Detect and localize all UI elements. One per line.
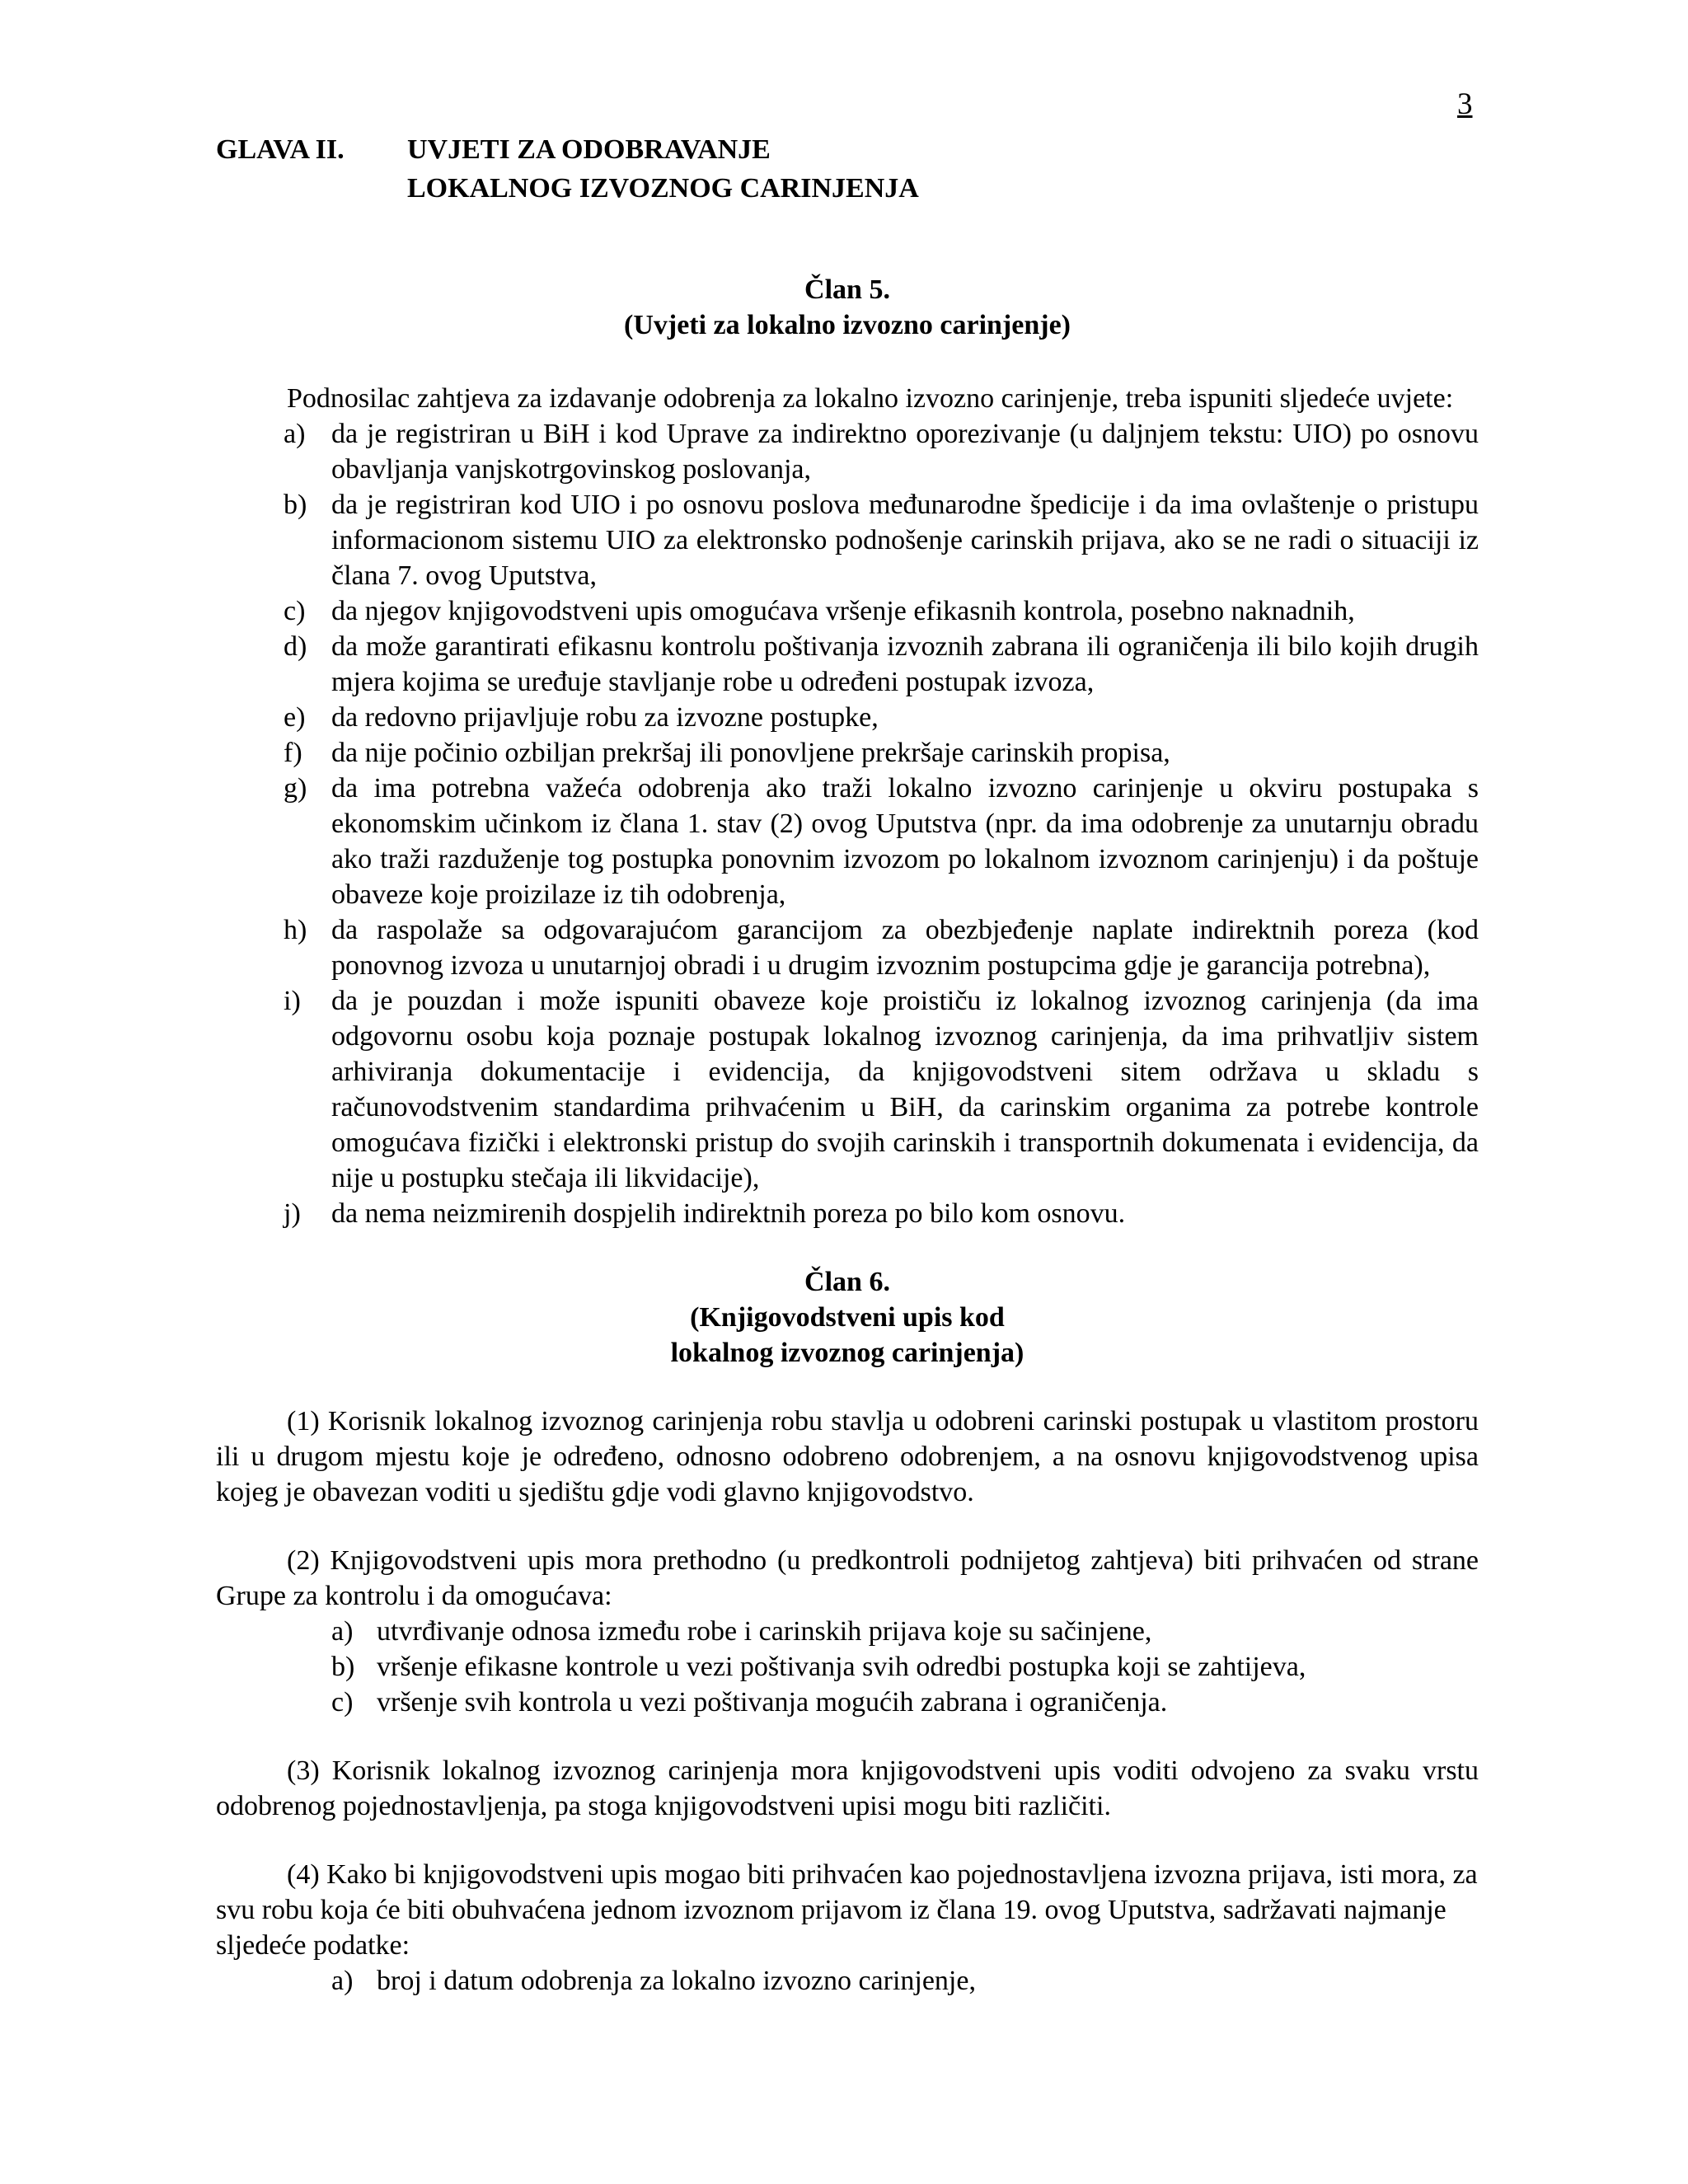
list-item-label: b) (331, 1652, 355, 1682)
list-item-label: a) (331, 1966, 354, 1996)
list-item (216, 487, 1479, 593)
list-item-label: a) (284, 419, 306, 449)
list-item (216, 700, 1479, 735)
document-body (216, 272, 1479, 1999)
article-6-title-line1: (Knjigovodstveni upis kod (690, 1302, 1005, 1333)
list-item (216, 629, 1479, 700)
list-item-text: da je registriran kod UIO i po osnovu poslova međunarodne špedicije i da ima ovlaštenje o pristupu informacionom sistemu UIO za elektronsko podnošenje carinskih prijava, ako se ne radi o situaciji iz člana 7. ovog Uputstva, (331, 490, 1479, 591)
list-item-label: h) (284, 915, 307, 945)
list-item-label: f) (284, 738, 302, 768)
article-6-number: Član 6. (804, 1267, 890, 1297)
list-item-label: d) (284, 631, 307, 662)
list-item-text: broj i datum odobrenja za lokalno izvozno carinjenje, (377, 1966, 976, 1996)
list-item-label: c) (284, 596, 306, 626)
list-item-text: da može garantirati efikasnu kontrolu poštivanja izvoznih zabrana ili ograničenja ili bilo kojih drugih mjera kojima se uređuje stavljanje robe u određeni postupak izvoza, (331, 631, 1479, 697)
article-5-title: (Uvjeti za lokalno izvozno carinjenje) (624, 310, 1071, 340)
list-item-label: b) (284, 490, 307, 520)
list-item-label: c) (331, 1687, 354, 1718)
list-item-text: da njegov knjigovodstveni upis omogućava vršenje efikasnih kontrola, posebno naknadnih, (331, 596, 1355, 626)
list-item (216, 1196, 1479, 1231)
article-6-paragraph-2: (2) Knjigovodstveni upis mora prethodno (u predkontroli podnijetog zahtjeva) biti prihvaćen od strane Grupe za kontrolu i da omogućava: (216, 1545, 1479, 1611)
list-item (216, 593, 1479, 629)
list-item (216, 735, 1479, 771)
list-item-text: da nema neizmirenih dospjelih indirektnih poreza po bilo kom osnovu. (331, 1198, 1126, 1229)
article-6-heading (216, 1264, 1479, 1371)
list-item-text: vršenje svih kontrola u vezi poštivanja mogućih zabrana i ograničenja. (377, 1687, 1168, 1718)
list-item-label: g) (284, 773, 307, 804)
chapter-title-line2: LOKALNOG IZVOZNOG CARINJENJA (407, 173, 919, 204)
article-5-intro: Podnosilac zahtjeva za izdavanje odobrenja za lokalno izvozno carinjenje, treba ispuniti sljedeće uvjete: (287, 383, 1454, 414)
article-5-heading (216, 272, 1479, 343)
list-item (216, 416, 1479, 487)
list-item (216, 1649, 1479, 1685)
list-item-text: da ima potrebna važeća odobrenja ako traži lokalno izvozno carinjenje u okviru postupaka s ekonomskim učinkom iz člana 1. stav (2) ovog Uputstva (npr. da ima odobrenje za unutarnju obradu ako traži razduženje tog postupka ponovnim izvozom po lokalnom izvoznom carinjenju) i da poštuje obaveze koje proizilaze iz tih odobrenja, (331, 773, 1479, 910)
article-6-paragraph-3: (3) Korisnik lokalnog izvoznog carinjenja mora knjigovodstveni upis voditi odvojeno za svaku vrstu odobrenog pojednostavljenja, pa stoga knjigovodstveni upisi mogu biti različiti. (216, 1755, 1479, 1821)
chapter-title-line1: UVJETI ZA ODOBRAVANJE (407, 134, 771, 165)
list-item-text: utvrđivanje odnosa između robe i carinskih prijava koje su sačinjene, (377, 1616, 1152, 1647)
list-item-text: da nije počinio ozbiljan prekršaj ili ponovljene prekršaje carinskih propisa, (331, 738, 1170, 768)
list-item-text: vršenje efikasne kontrole u vezi poštivanja svih odredbi postupka koji se zahtijeva, (377, 1652, 1306, 1682)
list-item-label: i) (284, 986, 301, 1016)
article-6-paragraph-4: (4) Kako bi knjigovodstveni upis mogao biti prihvaćen kao pojednostavljena izvozna prijava, isti mora, za svu robu koja će biti obuhvaćena jednom izvoznom prijavom iz člana 19. ovog Uputstva, sadržavati najmanje sljedeće podatke: (216, 1859, 1478, 1961)
article-6-paragraph-4-list (216, 1963, 1479, 1999)
list-item (216, 912, 1479, 983)
article-6-paragraph-1: (1) Korisnik lokalnog izvoznog carinjenja robu stavlja u odobreni carinski postupak u vlastitom prostoru ili u drugom mjestu koje je određeno, odnosno odobreno odobrenjem, a na osnovu knjigovodstvenog upisa kojeg je obavezan voditi u sjedištu gdje vodi glavno knjigovodstvo. (216, 1406, 1479, 1507)
list-item (216, 1614, 1479, 1649)
list-item-text: da redovno prijavljuje robu za izvozne postupke, (331, 702, 879, 733)
list-item (216, 1685, 1479, 1720)
list-item-text: da je registriran u BiH i kod Uprave za indirektno oporezivanje (u daljnjem tekstu: UIO) po osnovu obavljanja vanjskotrgovinskog poslovanja, (331, 419, 1479, 485)
list-item-text: da je pouzdan i može ispuniti obaveze koje proističu iz lokalnog izvoznog carinjenja (da ima odgovornu osobu koja poznaje postupak lokalnog izvoznog carinjenja, da ima prihvatljiv sistem arhiviranja dokumentacije i evidencija, da knjigovodstveni sitem održava u skladu s računovodstvenim standardima prihvaćenim u BiH, da carinskim organima za potrebe kontrole omogućava fizički i elektronski pristup do svojih carinskih i transportnih dokumenata i evidencija, da nije u postupku stečaja ili likvidacije), (331, 986, 1479, 1193)
list-item-label: j) (284, 1198, 301, 1229)
chapter-heading (216, 130, 919, 208)
list-item-label: a) (331, 1616, 354, 1647)
article-6-title-line2: lokalnog izvoznog carinjenja) (670, 1338, 1025, 1368)
list-item (216, 1963, 1479, 1999)
list-item-text: da raspolaže sa odgovarajućom garancijom za obezbjeđenje naplate indirektnih poreza (kod ponovnog izvoza u unutarnjoj obradi i u drugim izvoznim postupcima gdje je garancija potrebna), (331, 915, 1479, 981)
article-5-number: Član 5. (804, 274, 890, 305)
list-item-label: e) (284, 702, 306, 733)
list-item (216, 771, 1479, 912)
article-6-paragraph-2-list (216, 1614, 1479, 1720)
chapter-label: GLAVA II. (216, 134, 345, 165)
page-number: 3 (1457, 87, 1473, 121)
list-item (216, 983, 1479, 1196)
article-5-conditions-list (216, 416, 1479, 1231)
